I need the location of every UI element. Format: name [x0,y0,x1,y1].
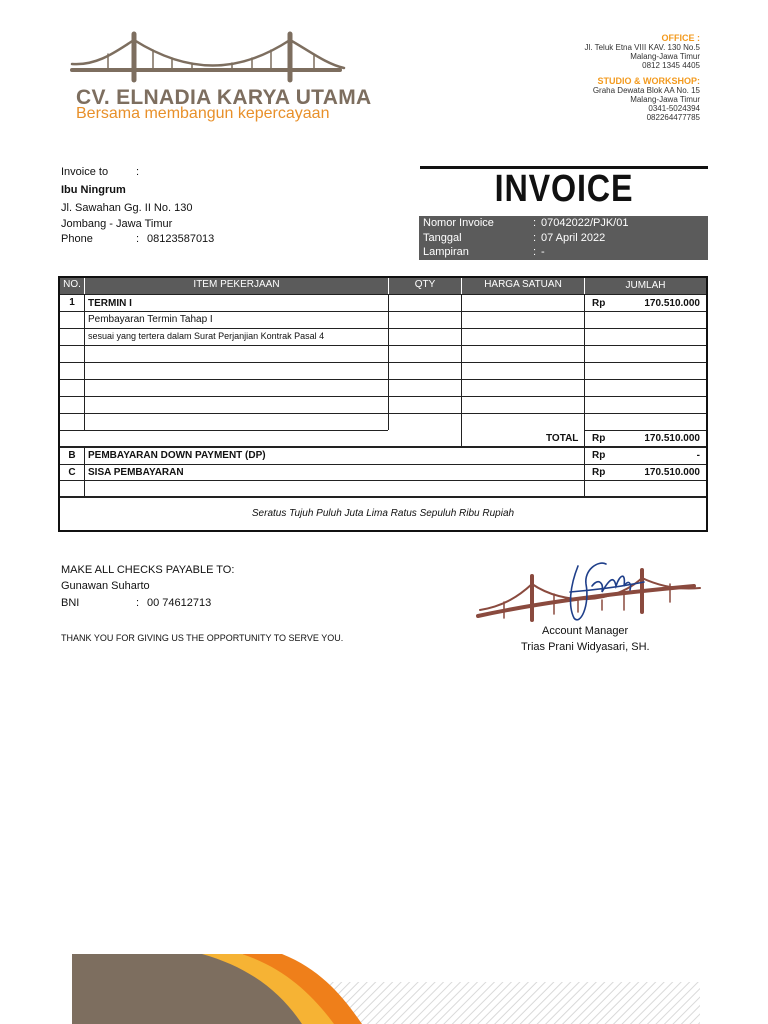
row-divider [60,496,706,498]
phone-colon: : [136,233,140,245]
meta-colon: : [533,232,537,244]
phone-label: Phone [61,233,93,245]
header-item: ITEM PEKERJAAN [193,279,280,290]
client-name: Ibu Ningrum [61,184,126,196]
studio-line: Graha Dewata Blok AA No. 15 [592,86,700,95]
meta-label-date: Tanggal [423,232,462,244]
office-line: 0812 1345 4405 [642,61,700,70]
row-divider [60,430,388,431]
client-address-2: Jombang - Jawa Timur [61,218,173,230]
office-line: Jl. Teluk Etna VIII KAV. 130 No.5 [584,43,700,52]
office-heading: OFFICE : [661,33,700,43]
item-description: Pembayaran Termin Tahap I [88,314,213,325]
row-divider [60,464,706,465]
remaining-payment-amount: 170.510.000 [644,467,700,478]
signer-role: Account Manager [542,625,629,637]
col-divider [84,447,85,497]
header-qty: QTY [414,279,436,290]
invoice-meta [419,216,708,260]
remaining-payment-label: SISA PEMBAYARAN [88,467,184,478]
row-number: 1 [69,297,75,308]
payable-heading: MAKE ALL CHECKS PAYABLE TO: [61,564,235,576]
invoice-title: INVOICE [494,168,634,210]
thank-you-note: THANK YOU FOR GIVING US THE OPPORTUNITY TO SERVE YOU. [61,633,344,643]
row-divider [585,430,706,431]
currency-label: Rp [592,433,606,444]
meta-colon: : [533,217,537,229]
row-letter: C [68,467,76,478]
meta-label-number: Nomor Invoice [423,217,494,229]
account-number: 00 74612713 [147,597,212,609]
item-note: sesuai yang tertera dalam Surat Perjanjian Kontrak Pasal 4 [88,331,325,341]
total-label: TOTAL [546,433,579,444]
bank-colon: : [136,597,140,609]
bank-name: BNI [61,597,80,609]
down-payment-label: PEMBAYARAN DOWN PAYMENT (DP) [88,450,266,461]
client-address-1: Jl. Sawahan Gg. II No. 130 [61,202,193,214]
invoice-attachment: - [541,246,545,258]
header-unit-price: HARGA SATUAN [484,279,562,290]
invoice-to-label: Invoice to [61,166,109,178]
row-divider [60,311,706,312]
row-divider [60,413,706,414]
row-divider [60,362,706,363]
row-divider [60,328,706,329]
row-divider [60,446,706,448]
studio-line: 0341-5024394 [648,104,700,113]
invoice-to-colon: : [136,166,140,178]
col-divider [388,294,389,430]
meta-colon: : [533,246,537,258]
company-tagline: Bersama membangun kepercayaan [76,105,330,122]
amount-in-words: Seratus Tujuh Puluh Juta Lima Ratus Sepuluh Ribu Rupiah [251,508,515,519]
invoice-number: 07042022/PJK/01 [541,217,629,229]
signature-mark-icon [474,556,708,628]
bridge-logo-icon [68,30,348,88]
row-divider [60,294,706,295]
col-divider [584,294,585,497]
signer-name: Trias Prani Widyasari, SH. [521,641,650,653]
header-no: NO. [63,279,81,290]
row-letter: B [68,450,76,461]
row-divider [60,480,706,481]
payee-name: Gunawan Suharto [61,580,150,592]
footer-decoration [72,954,700,1024]
currency-label: Rp [592,467,606,478]
studio-line: Malang-Jawa Timur [630,95,700,104]
row-divider [60,345,706,346]
col-divider [84,294,85,430]
row-amount: 170.510.000 [644,298,700,309]
company-contact [585,34,700,122]
down-payment-amount: - [696,450,700,461]
total-amount: 170.510.000 [644,433,700,444]
col-divider [461,430,462,447]
row-divider [60,396,706,397]
currency-label: Rp [592,450,606,461]
col-divider [461,294,462,430]
studio-line: 082264477785 [646,113,700,122]
company-name: CV. ELNADIA KARYA UTAMA [76,86,372,109]
currency-label: Rp [592,298,606,309]
studio-heading: STUDIO & WORKSHOP: [597,76,700,86]
row-divider [60,379,706,380]
office-line: Malang-Jawa Timur [630,52,700,61]
item-title: TERMIN I [88,298,132,309]
header-amount: JUMLAH [625,280,666,291]
client-phone: 08123587013 [147,233,215,245]
meta-label-attachment: Lampiran [423,246,469,258]
invoice-date: 07 April 2022 [541,232,606,244]
invoice-table [58,276,708,532]
